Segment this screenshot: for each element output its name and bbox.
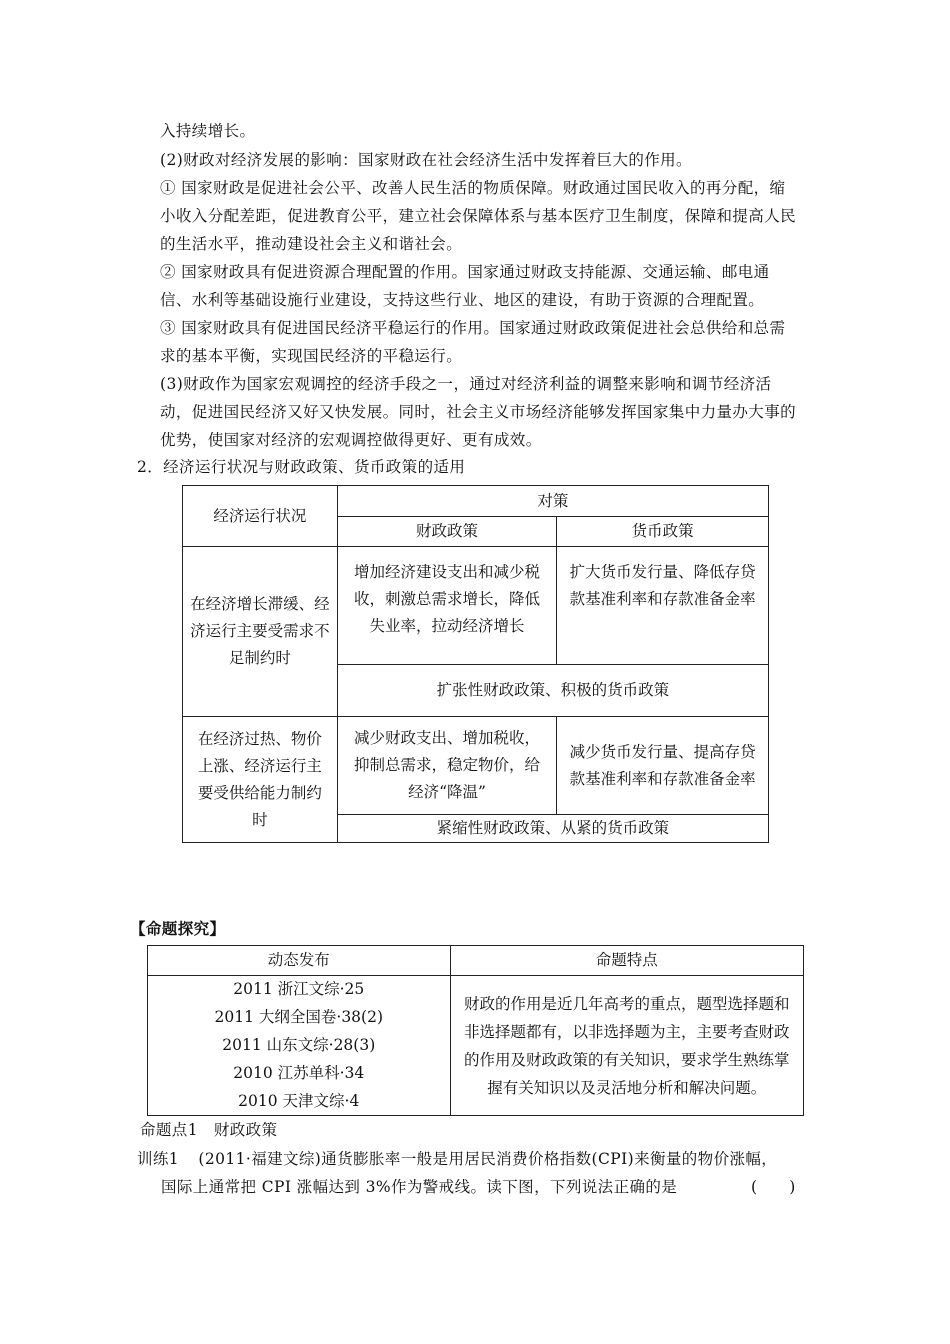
explore-table bbox=[147, 945, 804, 1116]
row1-status-line: 在经济增长滞缓、经 bbox=[190, 595, 330, 613]
explore-heading: 【命题探究】 bbox=[130, 919, 226, 938]
intro-point-2-3: ③ 国家财政具有促进国民经济平稳运行的作用。国家通过财政政策促进社会总供给和总需求的基本平衡，实现国民经济的平稳运行。 bbox=[160, 319, 786, 365]
row1-status-line: 足制约时 bbox=[228, 649, 291, 667]
row1-status bbox=[183, 547, 338, 717]
row1-monetary: 扩大货币发行量、降低存贷款基准利率和存款准备金率 bbox=[557, 547, 769, 665]
release-item: 2011 大纲全国卷·38(2) bbox=[214, 1008, 383, 1026]
point-heading: 命题点1 财政政策 bbox=[140, 1121, 278, 1139]
header-fiscal: 财政政策 bbox=[337, 517, 557, 547]
training-text-2: 国际上通常把 CPI 涨幅达到 3%作为警戒线。读下图，下列说法正确的是 bbox=[161, 1178, 678, 1196]
header-status: 经济运行状况 bbox=[183, 486, 338, 547]
intro-point-2: (2)财政对经济发展的影响：国家财政在社会经济生活中发挥着巨大的作用。 bbox=[160, 151, 692, 169]
row2-status: 在经济过热、物价上涨、经济运行主要受供给能力制约时 bbox=[183, 717, 338, 843]
header-policy: 对策 bbox=[337, 486, 768, 517]
answer-blank[interactable]: ( ) bbox=[751, 1178, 796, 1196]
header-feature: 命题特点 bbox=[450, 946, 803, 976]
release-item: 2010 天津文综·4 bbox=[238, 1092, 360, 1110]
intro-point-2-2: ② 国家财政具有促进资源合理配置的作用。国家通过财政支持能源、交通运输、邮电通信、水利等基础设施行业建设，支持这些行业、地区的建设，有助于资源的合理配置。 bbox=[160, 263, 770, 309]
training-label: 训练1 bbox=[137, 1150, 180, 1168]
release-list bbox=[148, 976, 451, 1116]
header-release: 动态发布 bbox=[148, 946, 451, 976]
row1-fiscal: 增加经济建设支出和减少税收，刺激总需求增长，降低失业率，拉动经济增长 bbox=[337, 547, 557, 665]
row1-summary: 扩张性财政政策、积极的货币政策 bbox=[337, 665, 768, 717]
row1-status-line: 济运行主要受需求不 bbox=[190, 622, 330, 640]
row2-fiscal: 减少财政支出、增加税收，抑制总需求，稳定物价，给经济“降温” bbox=[337, 717, 557, 815]
intro-line: 入持续增长。 bbox=[160, 122, 256, 140]
header-monetary: 货币政策 bbox=[557, 517, 769, 547]
training-text: (2011·福建文综)通货膨胀率一般是用居民消费价格指数(CPI)来衡量的物价涨幅， bbox=[198, 1150, 778, 1168]
intro-point-3: (3)财政作为国家宏观调控的经济手段之一，通过对经济利益的调整来影响和调节经济活动，促进国民经济又好又快发展。同时，社会主义市场经济能够发挥国家集中力量办大事的优势，使国家对经济的宏观调控做得更好、更有成效。 bbox=[160, 375, 797, 449]
release-item: 2011 山东文综·28(3) bbox=[222, 1036, 376, 1054]
training-question bbox=[137, 1145, 817, 1173]
feature-text: 财政的作用是近几年高考的重点，题型选择题和非选择题都有，以非选择题为主，主要考查财政的作用及财政政策的有关知识，要求学生熟练掌握有关知识以及灵活地分析和解决问题。 bbox=[450, 976, 803, 1116]
row2-summary: 紧缩性财政政策、从紧的货币政策 bbox=[337, 815, 768, 843]
row2-monetary: 减少货币发行量、提高存贷款基准利率和存款准备金率 bbox=[557, 717, 769, 815]
intro-point-2-1: ① 国家财政是促进社会公平、改善人民生活的物质保障。财政通过国民收入的再分配，缩小收入分配差距，促进教育公平，建立社会保障体系与基本医疗卫生制度，保障和提高人民的生活水平，推动建设社会主义和谐社会。 bbox=[160, 179, 797, 253]
release-item: 2011 浙江文综·25 bbox=[233, 980, 365, 998]
release-item: 2010 江苏单科·34 bbox=[233, 1064, 365, 1082]
training-question-cont bbox=[161, 1173, 811, 1201]
section-heading: 2．经济运行状况与财政政策、货币政策的适用 bbox=[137, 458, 466, 476]
policy-table bbox=[182, 485, 769, 843]
